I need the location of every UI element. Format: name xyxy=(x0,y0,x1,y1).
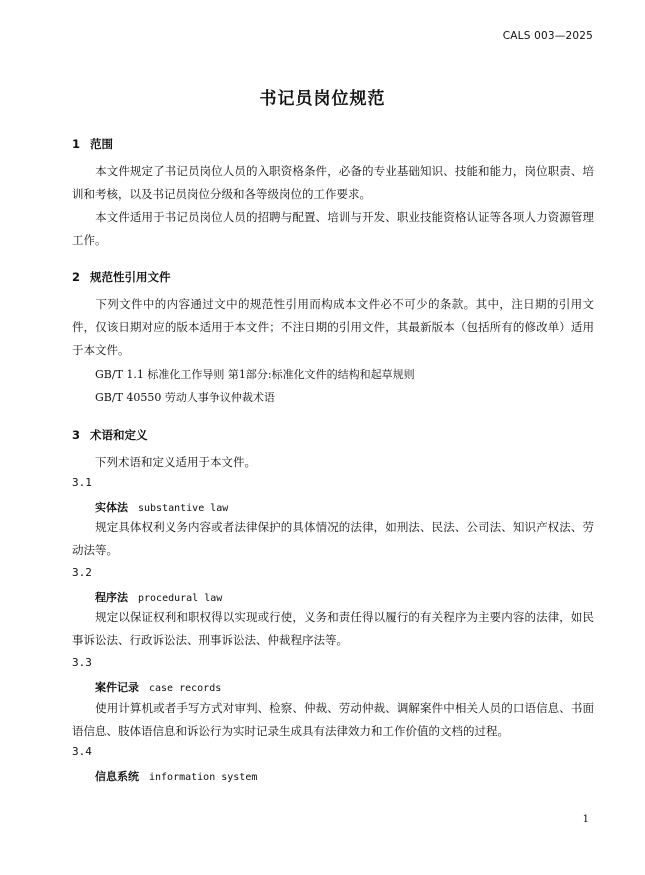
term-name-english: procedural law xyxy=(138,593,223,604)
section-number: 2 xyxy=(72,270,81,284)
section-2-paragraph-1 xyxy=(72,293,594,362)
section-3-intro xyxy=(72,451,594,474)
paragraph-text: 规定具体权利义务内容或者法律保护的具体情况的法律，如刑法、民法、公司法、知识产权法、劳动法等。 xyxy=(72,520,594,557)
normative-reference-2: GB/T 40550 劳动人事争议仲裁术语 xyxy=(95,391,275,404)
normative-reference-1: GB/T 1.1 标准化工作导则 第1部分:标准化文件的结构和起草规则 xyxy=(95,368,415,381)
term-name-english: substantive law xyxy=(138,503,229,514)
section-2-heading xyxy=(72,269,171,285)
term-definition xyxy=(72,697,594,743)
term-number: 3.1 xyxy=(72,476,92,489)
term-name-chinese: 程序法 xyxy=(95,591,128,604)
term-name-chinese: 实体法 xyxy=(95,501,128,514)
section-number: 3 xyxy=(72,428,81,442)
term-number: 3.2 xyxy=(72,566,92,579)
section-title: 规范性引用文件 xyxy=(90,270,171,284)
term-number: 3.3 xyxy=(72,656,92,669)
paragraph-text: 下列文件中的内容通过文中的规范性引用而构成本文件必不可少的条款。其中，注日期的引用文件，仅该日期对应的版本适用于本文件；不注日期的引用文件，其最新版本（包括所有的修改单）适用于本文件。 xyxy=(72,297,594,357)
paragraph-text: 本文件规定了书记员岗位人员的入职资格条件，必备的专业基础知识、技能和能力，岗位职责、培训和考核，以及书记员岗位分级和各等级岗位的工作要求。 xyxy=(72,164,594,201)
section-title: 术语和定义 xyxy=(90,428,148,442)
section-3-heading xyxy=(72,427,148,443)
section-1-heading xyxy=(72,136,113,152)
section-number: 1 xyxy=(72,137,81,151)
paragraph-text: 使用计算机或者手写方式对审判、检察、仲裁、劳动仲裁、调解案件中相关人员的口语信息、书面语信息、肢体语信息和诉讼行为实时记录生成具有法律效力和工作价值的文档的过程。 xyxy=(72,701,594,738)
term-name-chinese: 案件记录 xyxy=(95,681,139,694)
document-title: 书记员岗位规范 xyxy=(259,89,386,109)
term-name-english: information system xyxy=(149,772,258,783)
section-1-paragraph-1 xyxy=(72,160,594,206)
document-code: CALS 003—2025 xyxy=(502,30,593,42)
term-name xyxy=(95,589,222,605)
paragraph-text: 规定以保证权利和职权得以实现或行使，义务和责任得以履行的有关程序为主要内容的法律，如民事诉讼法、行政诉讼法、刑事诉讼法、仲裁程序法等。 xyxy=(72,610,594,647)
term-definition xyxy=(72,606,594,652)
term-name xyxy=(95,679,221,695)
term-name-english: case records xyxy=(149,683,222,694)
paragraph-text: 下列术语和定义适用于本文件。 xyxy=(95,455,256,469)
term-name xyxy=(95,499,228,515)
term-name-chinese: 信息系统 xyxy=(95,770,139,783)
section-1-paragraph-2 xyxy=(72,206,594,252)
section-title: 范围 xyxy=(90,137,113,151)
paragraph-text: 本文件适用于书记员岗位人员的招聘与配置、培训与开发、职业技能资格认证等各项人力资源管理工作。 xyxy=(72,210,594,247)
term-number: 3.4 xyxy=(72,745,92,758)
term-name xyxy=(95,768,257,784)
page-number: 1 xyxy=(582,814,589,825)
term-definition xyxy=(72,516,594,562)
